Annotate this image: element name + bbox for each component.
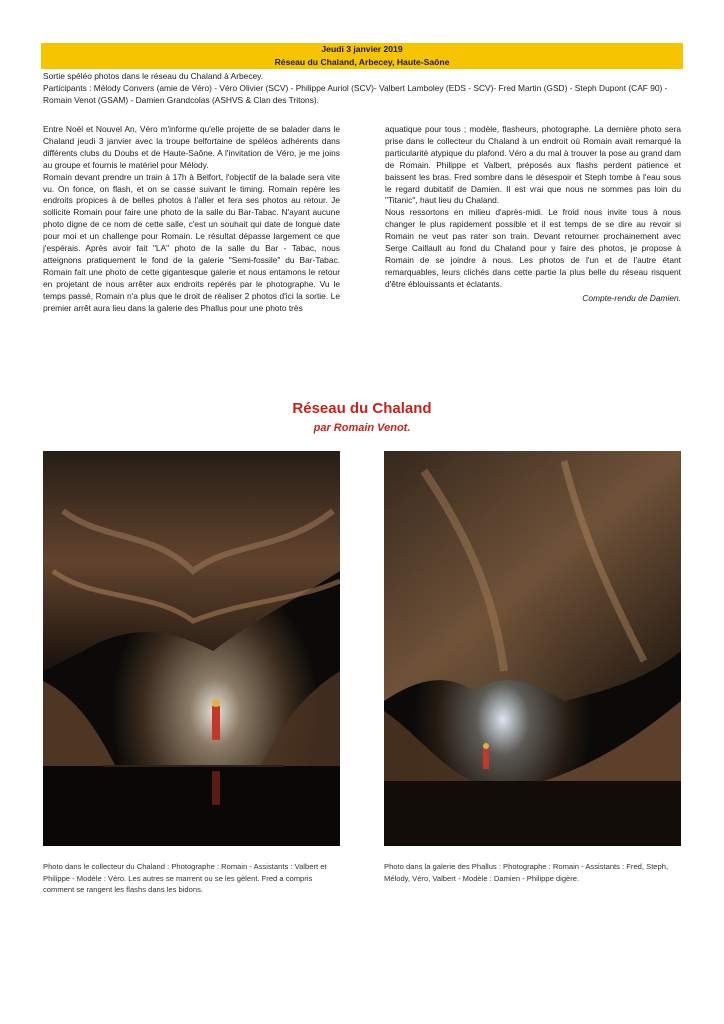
participants: Participants : Mélody Convers (amie de Véro) - Véro Olivier (SCV) - Philippe Auriol (SCV)- Valbert Lamboley (EDS - SCV)- Fred Martin (GSD) - Steph Dupont (CAF 90) - Romain Venot (GSAM) - Damien Grandcolas (ASHVS & Clan des Tritons).: [43, 83, 668, 105]
photo-section-byline: par Romain Venot.: [313, 422, 411, 434]
header-place: Réseau du Chaland, Arbecey, Haute-Saône: [274, 57, 450, 67]
cave-photo-collecteur: [43, 451, 340, 846]
photo-caption-left: Photo dans le collecteur du Chaland : Photographe : Romain - Assistants : Valbert et Philippe - Modèle : Véro. Les autres se marrent ou se les gèlent. Fred a compris comment se rangent les flashs dans les bidons.: [43, 862, 327, 895]
article-column-right: [385, 124, 681, 305]
signature: Compte-rendu de Damien.: [582, 292, 681, 303]
article-column-left: [43, 124, 340, 315]
article-paragraph: Romain devant prendre un train à 17h à Belfort, l'objectif de la balade sera vite vu. On fonce, on flash, et on se casse suivant le timing. Romain repère les endroits propices à de belles photos à l'aller et fera ses photos au retour. Je sollicite Romain pour faire une photo de la salle du Bar-Tabac. N'ayant aucune photo digne de ce nom de cette salle, c'est un souhait qui date de longue date pour moi et un challenge pour Romain. Le résultat dépasse largement ce que j'espérais. Après avoir fait "LA" photo de la salle du Bar - Tabac, nous atteignons pratiquement le fond de la galerie "Semi-fossile" du Bar-Tabac. Romain fait une photo de cette gigantesque galerie et nous entamons le retour en projetant de nous arrêter aux endroits repérés par le photographe. Vu le temps passé, Romain n'a plus que le droit de réaliser 2 photos d'ici la sortie. Le premier arrêt aura lieu dans la galerie des Phallus pour une photo très: [43, 171, 340, 313]
article-paragraph: Entre Noël et Nouvel An, Véro m'informe qu'elle projette de se balader dans le Chaland jeudi 3 janvier avec la troupe belfortaine de spéléos adhérents dans différents clubs du Doubs et de Haute-Saône. A l'invitation de Véro, je me joins au groupe et fournis le matériel pour Mélody.: [43, 124, 340, 170]
intro-block: [43, 70, 683, 106]
header-banner: [41, 43, 683, 69]
photo-caption-right: Photo dans la galerie des Phallus : Photographe : Romain - Assistants : Fred, Steph, Mélody, Véro, Valbert - Modèle : Damien - Philippe digère.: [384, 862, 669, 883]
intro-line: Sortie spéléo photos dans le réseau du Chaland à Arbecey.: [43, 71, 264, 81]
photo-section-title: Réseau du Chaland: [292, 400, 432, 417]
article-paragraph: aquatique pour tous ; modèle, flasheurs, photographe. La dernière photo sera prise dans le collecteur du Chaland à un endroit où Romain avait remarqué la particularité atypique du plafond. Véro a du mal à trouver la pose au grand dam de Romain. Philippe et Valbert, préposés aux flashs perdent patience et baissent les bras. Fred sombre dans le désespoir et Steph tombe à l'eau sous le regard dubitatif de Damien. Il est vrai que nous ne sommes pas loin du "Titanic", haut lieu du Chaland.: [385, 124, 681, 206]
cave-photo-phallus: [384, 451, 681, 846]
header-date: Jeudi 3 janvier 2019: [321, 44, 403, 54]
article-paragraph: Nous ressortons en milieu d'après-midi. Le froid nous invite tous à nous changer le plus rapidement possible et il est temps de se dire au revoir si Romain ne veut pas rater son train. Devant retourner prochainement avec Serge Caillault au fond du Chaland pour y faire des photos, je propose à Romain de se joindre à nous. Les photos de l'un et de l'autre étant remarquables, leurs clichés dans cette partie la plus belle du réseau risquent d'être éblouissants et éclatants.: [385, 207, 681, 289]
